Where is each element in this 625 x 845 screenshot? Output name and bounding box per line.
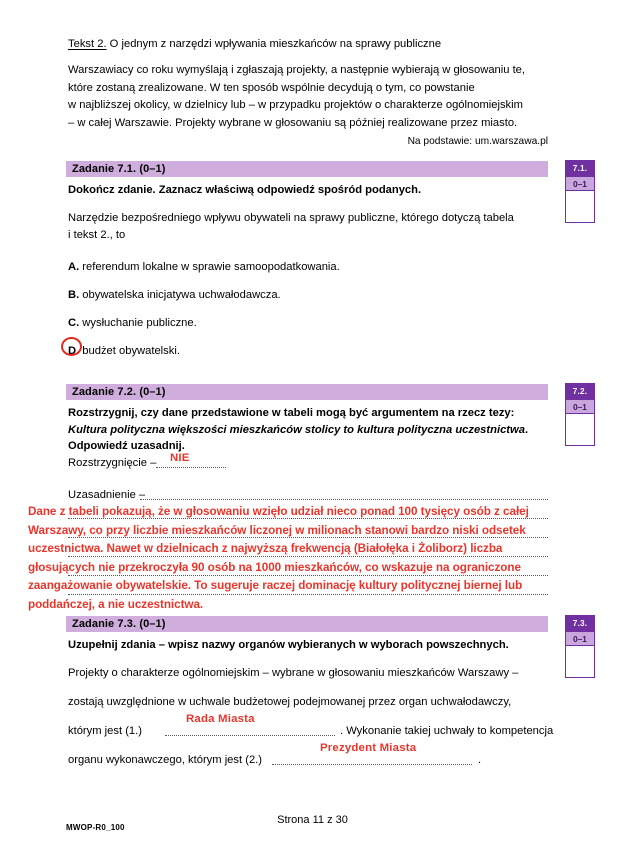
option-text-b: obywatelska inicjatywa uchwałodawcza. [79,289,281,301]
footer-page-number: Strona 11 z 30 [277,814,348,826]
option-letter-c: C. [68,317,80,329]
task-73-instruction: Uzupełnij zdania – wpisz nazwy organów wybieranych w wyborach powszechnych. [68,639,509,651]
score-box-71-range: 0–1 [566,176,594,191]
task-71-stem-line: i tekst 2., to [68,229,126,241]
blank2-answer-text: Prezydent Miasta [320,742,417,754]
text2-heading [68,36,538,52]
text2-body-line: – w całej Warszawie. Projekty wybrane w głosowaniu są później realizowane przez miasto. [68,116,518,129]
justification-line[interactable] [140,499,548,500]
text2-body [68,62,548,132]
task-72-thesis-period: . [524,423,529,436]
task-72-justification-label: Uzasadnienie – [68,489,146,501]
task-72-resolution-label: Rozstrzygnięcie – [68,457,157,469]
resolution-answer-text: NIE [170,452,190,464]
task-73-body-line-2: zostają uwzględnione w uchwale budżetowej podejmowanej przez organ uchwałodawczy, [68,696,512,708]
score-box-71-number: 7.1. [566,161,594,176]
task-73-band: Zadanie 7.3. (0–1) [66,616,548,632]
task-71-stem-line: Narzędzie bezpośredniego wpływu obywateli na sprawy publiczne, którego dotyczą tabela [68,212,514,224]
task-71-stem [68,210,550,244]
option-text-c: wysłuchanie publiczne. [79,317,197,329]
task-73-blank2-prefix: organu wykonawczego, którym jest (2.) [68,754,262,766]
option-letter-a: A. [68,261,80,273]
score-box-71[interactable] [565,160,595,223]
task-71-option-c[interactable] [68,316,528,331]
option-letter-b: B. [68,289,80,301]
task-72-band: Zadanie 7.2. (0–1) [66,384,548,400]
task-72-instruction-line: Rozstrzygnij, czy dane przedstawione w tabeli mogą być argumentem na rzecz tezy: [68,407,515,419]
justification-answer-line: Warszawy, co przy liczbie mieszkańców liczonej w milionach stanowi bardzo niski odsetek [28,523,526,537]
task-73-blank2-suffix: . [478,754,482,766]
task-71-option-d[interactable] [68,344,528,359]
option-letter-d: D. [68,345,80,357]
option-text-a: referendum lokalne w sprawie samoopodatkowania. [79,261,340,273]
task-71-option-a[interactable] [68,260,528,275]
task-72-instruction-thesis [68,422,550,439]
score-box-73-value[interactable] [566,646,594,677]
text2-body-line: Warszawiacy co roku wymyślają i zgłaszają projekty, a następnie wybierają w głosowaniu te, [68,64,526,76]
option-text-d: budżet obywatelski. [79,345,180,357]
text2-body-line: które zostaną zrealizowane. W ten sposób wspólnie decydują o tym, co powstanie [68,81,475,94]
text2-source: Na podstawie: um.warszawa.pl [407,136,548,147]
justification-answer-line: Dane z tabeli pokazują, że w głosowaniu wzięło udział nieco ponad 100 tysięcy osób z całej [28,505,529,518]
task-73-body-line-1: Projekty o charakterze ogólnomiejskim – wybrane w głosowaniu mieszkańców Warszawy – [68,667,519,679]
score-box-73[interactable] [565,615,595,678]
score-box-71-value[interactable] [566,191,594,222]
text2-body-line: w najbliższej okolicy, w dzielnicy lub – w przypadku projektów o charakterze ogólnomiejskim [68,99,523,111]
task-73-blank1-prefix: którym jest (1.) [68,725,142,737]
task-72-instruction-line: Odpowiedź uzasadnij. [68,440,185,452]
blank2-answer-line[interactable] [272,764,472,765]
resolution-answer-line[interactable] [156,467,226,468]
selected-answer-circle-mark [61,337,82,356]
task-72-thesis-italic: Kultura polityczna większości mieszkańców stolicy to kultura polityczna uczestnictwa [68,423,525,436]
score-box-72-range: 0–1 [566,399,594,414]
justification-answer-line: zaangażowanie obywatelskie. To sugeruje raczej dominację kultury politycznej biernej lub [28,579,523,593]
footer-sheet-code: MWOP-R0_100 [66,823,125,832]
task-71-option-b[interactable] [68,288,528,303]
score-box-73-number: 7.3. [566,616,594,631]
score-box-72-number: 7.2. [566,384,594,399]
task-71-instruction: Dokończ zdanie. Zaznacz właściwą odpowiedź spośród podanych. [68,184,422,196]
task-71-band: Zadanie 7.1. (0–1) [66,161,548,177]
blank1-answer-line[interactable] [165,735,335,736]
text2-label: Tekst 2. [68,38,107,50]
justification-answer-line: poddańczej, a nie uczestnictwa. [28,597,204,611]
blank1-answer-text: Rada Miasta [186,713,255,725]
task-72-instruction [68,405,550,455]
score-box-73-range: 0–1 [566,631,594,646]
text2-title: O jednym z narzędzi wpływania mieszkańców na sprawy publiczne [106,38,442,50]
justification-answer-text [28,503,603,615]
score-box-72-value[interactable] [566,414,594,445]
task-73-blank1-suffix: . Wykonanie takiej uchwały to kompetencja [340,725,554,737]
justification-answer-line: uczestnictwa. Nawet w dzielnicach z najwyższą frekwencją (Białołęka i Żoliborz) liczba [28,542,503,556]
score-box-72[interactable] [565,383,595,446]
justification-answer-line: głosujących nie przekroczyła 90 osób na 1000 mieszkańców, co wskazuje na ograniczone [28,560,521,574]
